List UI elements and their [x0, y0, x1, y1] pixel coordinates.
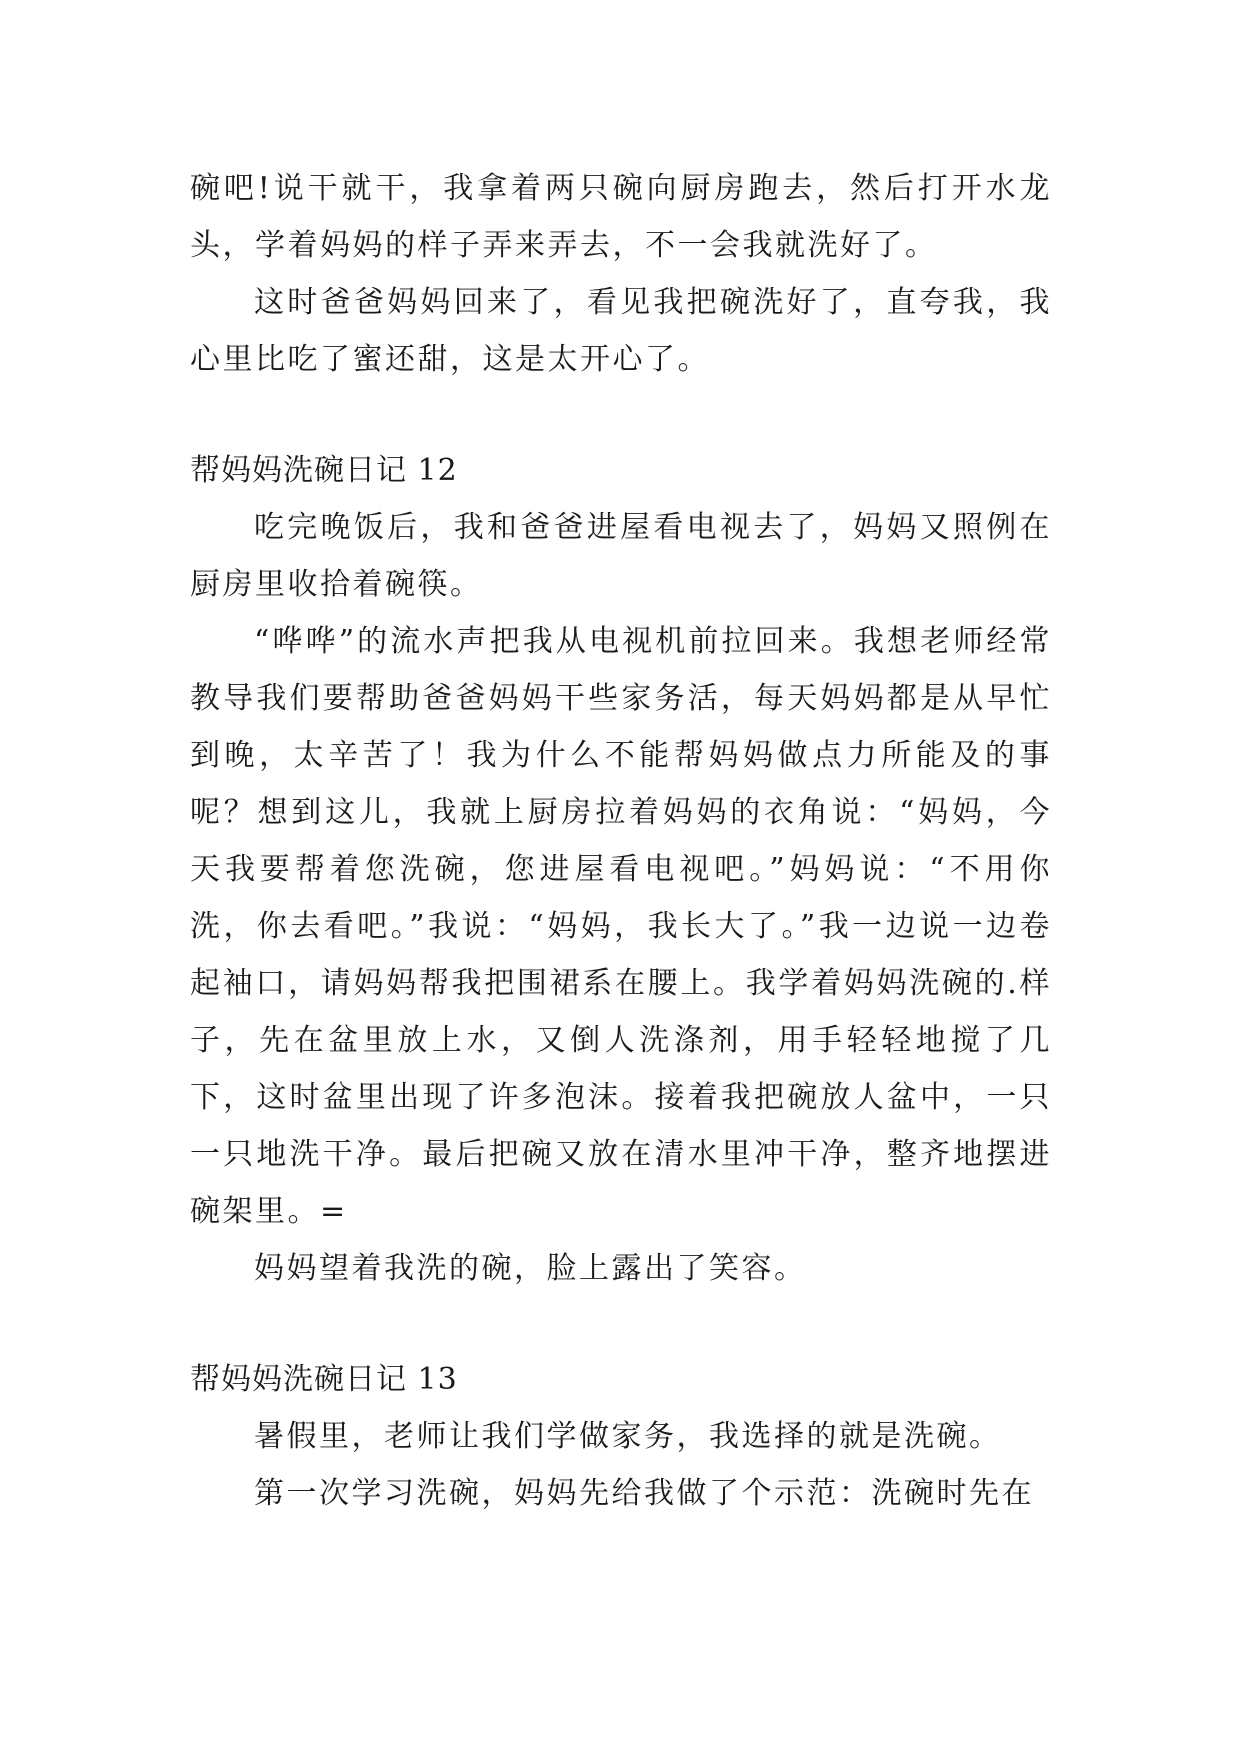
paragraph: 这时爸爸妈妈回来了，看见我把碗洗好了，直夸我，我心里比吃了蜜还甜，这是太开心了。	[190, 285, 1052, 377]
paragraph: 暑假里，老师让我们学做家务，我选择的就是洗碗。	[254, 1419, 1002, 1454]
paragraph: “哗哗”的流水声把我从电视机前拉回来。我想老师经常教导我们要帮助爸爸妈妈干些家务活，每天妈妈都是从早忙到晚，太辛苦了！我为什么不能帮妈妈做点力所能及的事呢？想到这儿，我就上厨房拉着妈妈的衣角说：“妈妈，今天我要帮着您洗碗，您进屋看电视吧。”妈妈说：“不用你洗，你去看吧。”我说：“妈妈，我长大了。”我一边说一边卷起袖口，请妈妈帮我把围裙系在腰上。我学着妈妈洗碗的.样子，先在盆里放上水，又倒人洗涤剂，用手轻轻地搅了几下，这时盆里出现了许多泡沫。接着我把碗放人盆中，一只一只地洗干净。最后把碗又放在清水里冲干净，整齐地摆进碗架里。=	[190, 624, 1052, 1229]
paragraph-continuation: 碗吧!说干就干，我拿着两只碗向厨房跑去，然后打开水龙头，学着妈妈的样子弄来弄去，不一会我就洗好了。	[190, 171, 1052, 263]
document-body	[190, 160, 1052, 1522]
section-heading-12: 帮妈妈洗碗日记 12	[190, 453, 458, 488]
paragraph: 吃完晚饭后，我和爸爸进屋看电视去了，妈妈又照例在厨房里收拾着碗筷。	[190, 510, 1052, 602]
paragraph: 第一次学习洗碗，妈妈先给我做了个示范：洗碗时先在	[254, 1476, 1034, 1511]
section-heading-13: 帮妈妈洗碗日记 13	[190, 1362, 458, 1397]
paragraph: 妈妈望着我洗的碗，脸上露出了笑容。	[254, 1251, 807, 1286]
